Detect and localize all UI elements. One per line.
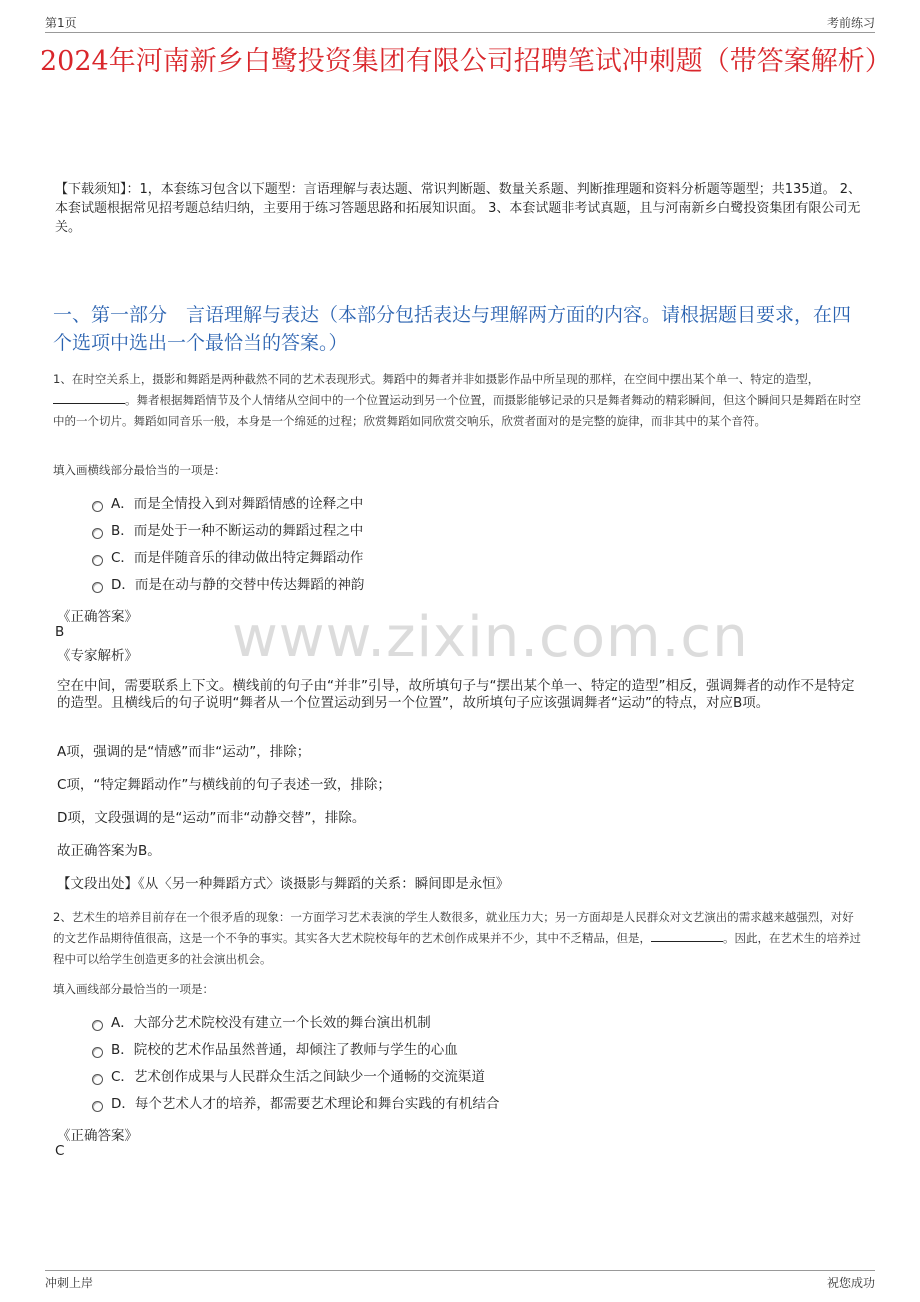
question-1-stem-start: 1、在时空关系上，摄影和舞蹈是两种截然不同的艺术表现形式。舞蹈中的舞者并非如摄影作品中所呈现的那样，在空间中摆出某个单一、特定的造型，: [53, 372, 820, 386]
radio-icon[interactable]: [92, 555, 103, 566]
source-citation: 【文段出处】《从〈另一种舞蹈方式〉谈摄影与舞蹈的关系：瞬间即是永恒》: [57, 876, 510, 892]
question-2-answer: C: [55, 1143, 65, 1159]
analysis-paragraph: 空在中间，需要联系上下文。横线前的句子由“并非”引导，故所填句子与“摆出某个单一、特定的造型”相反，强调舞者的动作不是特定的造型。且横线后的句子说明“舞者从一个位置运动到另一个位置”，故所填句子应该强调舞者“运动”的特点，对应B项。: [57, 678, 855, 711]
question-2-option-d[interactable]: [92, 1094, 499, 1114]
option-label: B．院校的艺术作品虽然普通，却倾注了教师与学生的心血: [111, 1042, 458, 1058]
question-1-answer: B: [55, 624, 65, 640]
radio-icon[interactable]: [92, 1101, 103, 1112]
download-notice: 【下载须知】：1，本套练习包含以下题型：言语理解与表达题、常识判断题、数量关系题、判断推理题和资料分析题等题型；共135道。 2、本套试题根据常见招考题总结归纳，主要用于练习答题思路和拓展知识面。 3、本套试题非考试真题，且与河南新乡白鹭投资集团有限公司无关。: [55, 182, 861, 235]
document-title: 2024年河南新乡白鹭投资集团有限公司招聘笔试冲刺题（带答案解析）: [40, 46, 892, 77]
watermark: www.zixin.com.cn: [232, 605, 749, 670]
footer-right-text: 祝您成功: [826, 1276, 875, 1290]
radio-icon[interactable]: [92, 1074, 103, 1085]
option-label: C．而是伴随音乐的律动做出特定舞蹈动作: [111, 550, 364, 566]
section-title: 一、第一部分 言语理解与表达（本部分包括表达与理解两方面的内容。请根据题目要求，在四个选项中选出一个最恰当的答案。）: [53, 304, 852, 354]
radio-icon[interactable]: [92, 582, 103, 593]
question-2-answer-label: 《正确答案》: [57, 1128, 138, 1144]
question-2-option-b[interactable]: [92, 1040, 458, 1060]
analysis-paragraph: 故正确答案为B。: [57, 843, 161, 859]
radio-icon[interactable]: [92, 1020, 103, 1031]
option-label: B．而是处于一种不断运动的舞蹈过程之中: [111, 523, 364, 539]
analysis-paragraph: A项，强调的是“情感”而非“运动”，排除；: [57, 744, 311, 760]
question-1-text: [53, 369, 865, 432]
question-2-stem-end: 。因此，在艺术生的培养过程中可以给学生创造更多的社会演出机会。: [53, 931, 861, 966]
question-2-option-a[interactable]: [92, 1013, 431, 1033]
question-2-stem-start: 2、艺术生的培养目前存在一个很矛盾的现象：一方面学习艺术表演的学生人数很多，就业压力大；另一方面却是人民群众对文艺演出的需求越来越强烈，对好的文艺作品期待值很高，这是一个不争的事实。其实各大艺术院校每年的艺术创作成果并不少，其中不乏精品，但是，: [53, 910, 854, 945]
footer-left-text: 冲刺上岸: [45, 1276, 94, 1290]
page-footer: [45, 1270, 875, 1295]
question-2-option-c[interactable]: [92, 1067, 485, 1087]
option-label: A．大部分艺术院校没有建立一个长效的舞台演出机制: [111, 1015, 431, 1031]
answer-blank: [53, 391, 125, 404]
question-1-option-c[interactable]: [92, 548, 363, 568]
option-label: D．每个艺术人才的培养，都需要艺术理论和舞台实践的有机结合: [111, 1096, 500, 1112]
header-tag: 考前练习: [826, 16, 875, 30]
analysis-paragraph: C项，“特定舞蹈动作”与横线前的句子表述一致，排除；: [57, 777, 391, 793]
question-1-option-d[interactable]: [92, 575, 364, 595]
page-header: [45, 12, 875, 33]
question-1-prompt: 填入画横线部分最恰当的一项是：: [53, 463, 226, 477]
radio-icon[interactable]: [92, 528, 103, 539]
question-1-stem-end: 。舞者根据舞蹈情节及个人情绪从空间中的一个位置运动到另一个位置，而摄影能够记录的只是舞者舞动的精彩瞬间，但这个瞬间只是舞蹈在时空中的一个切片。舞蹈如同音乐一般，本身是一个绵延的过程；欣赏舞蹈如同欣赏交响乐，欣赏者面对的是完整的旋律，而非其中的某个音符。: [53, 393, 861, 428]
question-2-prompt: 填入画线部分最恰当的一项是：: [53, 982, 214, 996]
question-2-text: [53, 907, 865, 970]
radio-icon[interactable]: [92, 501, 103, 512]
question-1-option-a[interactable]: [92, 494, 363, 514]
option-label: D．而是在动与静的交替中传达舞蹈的神韵: [111, 577, 365, 593]
answer-blank: [651, 929, 723, 942]
question-1-analysis-label: 《专家解析》: [57, 648, 138, 664]
question-1-option-b[interactable]: [92, 521, 363, 541]
option-label: A．而是全情投入到对舞蹈情感的诠释之中: [111, 496, 364, 512]
radio-icon[interactable]: [92, 1047, 103, 1058]
page-number: 第1页: [45, 16, 77, 30]
option-label: C．艺术创作成果与人民群众生活之间缺少一个通畅的交流渠道: [111, 1069, 485, 1085]
analysis-paragraph: D项，文段强调的是“运动”而非“动静交替”，排除。: [57, 810, 366, 826]
question-1-answer-label: 《正确答案》: [57, 609, 138, 625]
